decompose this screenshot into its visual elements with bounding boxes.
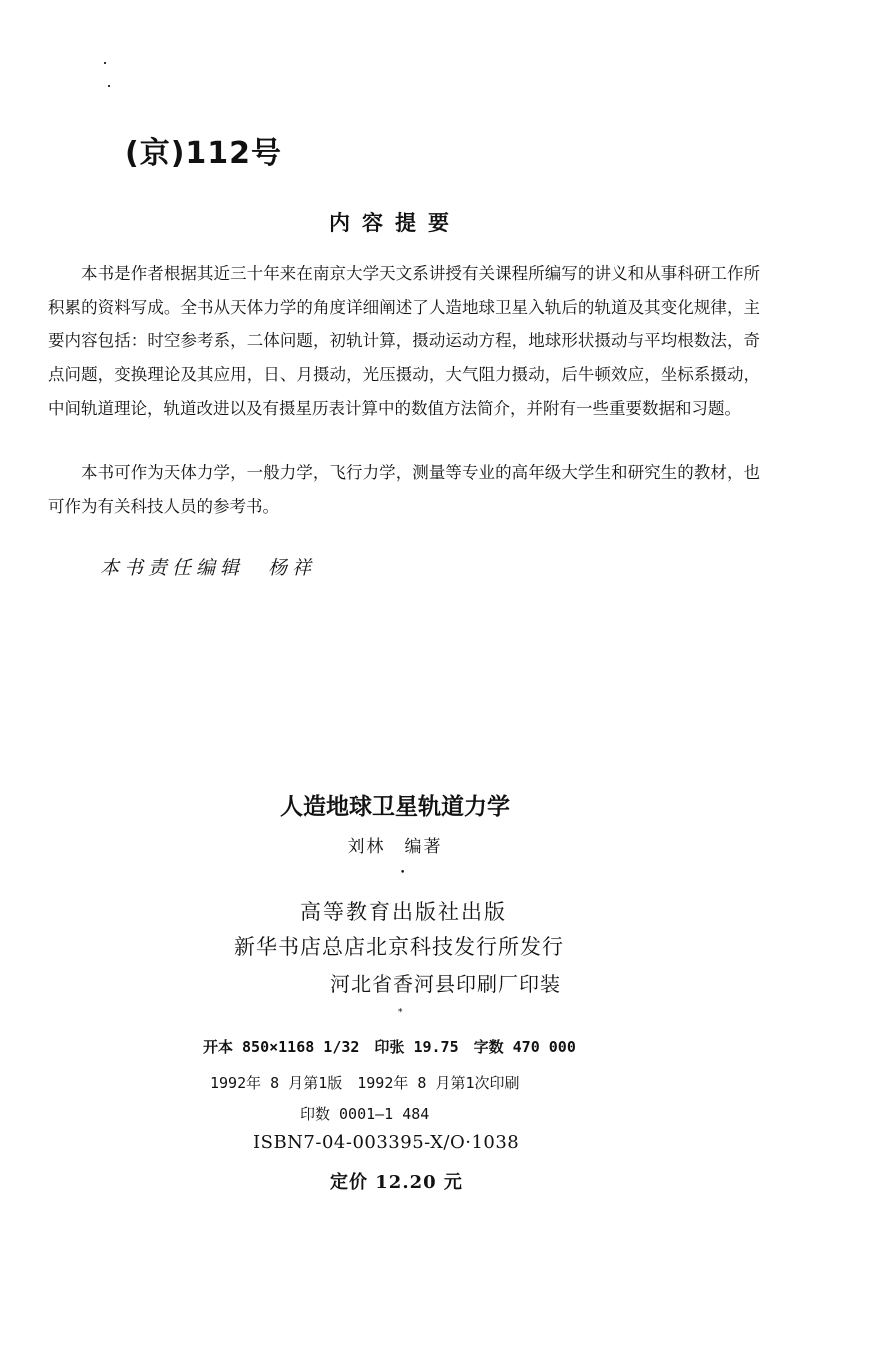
summary-heading: 内容提要 xyxy=(329,210,461,235)
publisher-line: 高等教育出版社出版 xyxy=(300,900,507,924)
responsible-editor: 本书责任编辑 杨祥 xyxy=(100,557,317,579)
distributor-line: 新华书店总店北京科技发行所发行 xyxy=(234,935,564,959)
divider-mark-2: * xyxy=(398,1008,403,1018)
edition-info: 1992年 8 月第1版 1992年 8 月第1次印刷 xyxy=(210,1074,520,1092)
isbn: ISBN7-04-003395-X/O·1038 xyxy=(253,1132,520,1153)
author-line: 刘林 编著 xyxy=(347,837,443,857)
permit-number: (京)112号 xyxy=(125,136,283,171)
print-run: 印数 0001—1 484 xyxy=(300,1105,430,1123)
printer-line: 河北省香河县印刷厂印装 xyxy=(330,972,561,996)
divider-mark: • xyxy=(400,868,406,878)
price: 定价 12.20 元 xyxy=(330,1172,463,1193)
summary-paragraph-1: 本书是作者根据其近三十年来在南京大学天文系讲授有关课程所编写的讲义和从事科研工作所积累的资料写成。全书从天体力学的角度详细阐述了人造地球卫星入轨后的轨道及其变化规律，主要内容包括：时空参考系，二体问题，初轨计算，摄动运动方程，地球形状摄动与平均根数法，奇点问题，变换理论及其应用，日、月摄动，光压摄动，大气阻力摄动，后牛顿效应，坐标系摄动，中间轨道理论，轨道改进以及有摄星历表计算中的数值方法简介，并附有一些重要数据和习题。 xyxy=(48,264,760,418)
summary-paragraph-2: 本书可作为天体力学，一般力学，飞行力学，测量等专业的高年级大学生和研究生的教材，也可作为有关科技人员的参考书。 xyxy=(48,463,760,516)
book-title: 人造地球卫星轨道力学 xyxy=(280,793,510,820)
format-specs: 开本 850×1168 1/32 印张 19.75 字数 470 000 xyxy=(203,1038,576,1056)
